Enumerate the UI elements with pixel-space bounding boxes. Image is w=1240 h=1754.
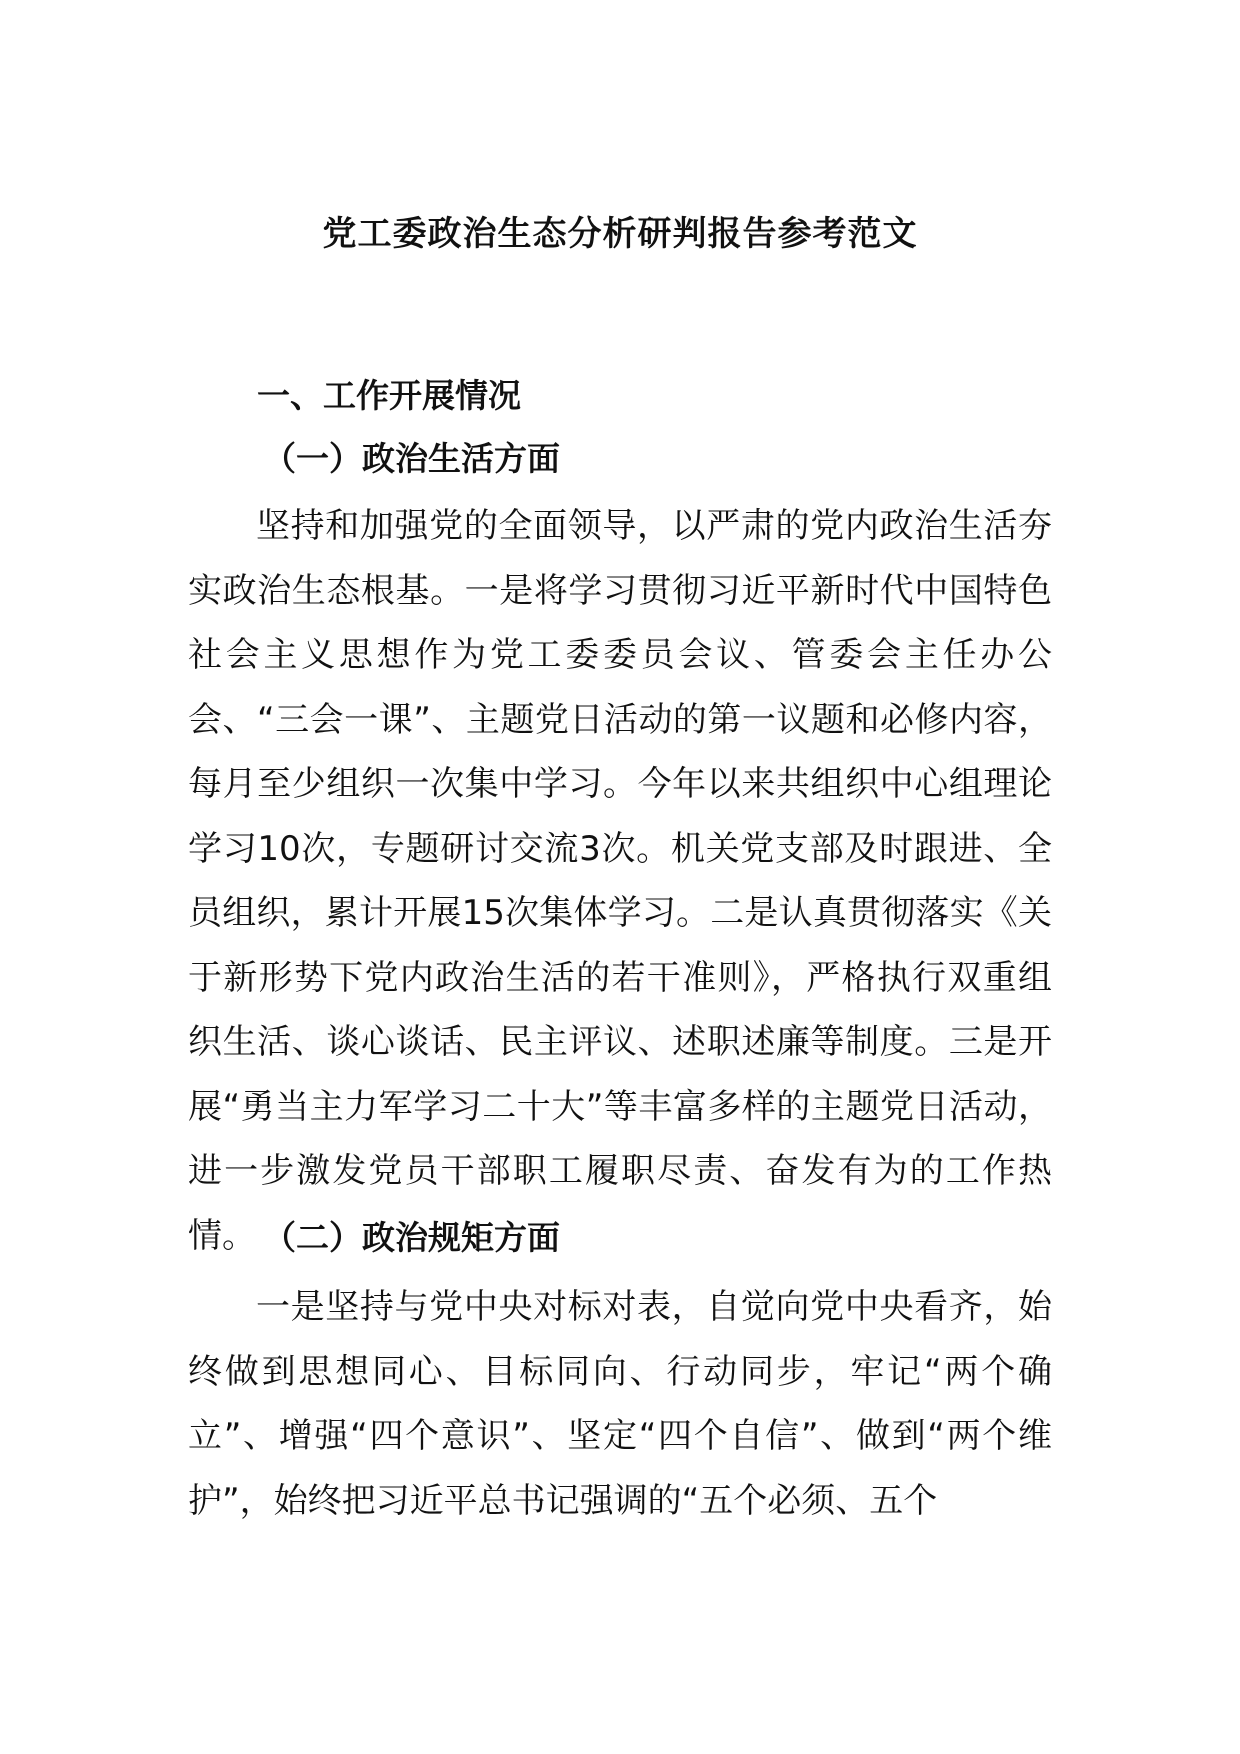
paragraph-political-rules: 一是坚持与党中央对标对表，自觉向党中央看齐，始终做到思想同心、目标同向、行动同步，牢记“两个确立”、增强“四个意识”、坚定“四个自信”、做到“两个维护”，始终把习近平总书记强调的“五个必须、五个: [188, 1287, 1052, 1521]
paragraph-political-life: 坚持和加强党的全面领导，以严肃的党内政治生活夯实政治生态根基。一是将学习贯彻习近平新时代中国特色社会主义思想作为党工委委员会议、管委会主任办公会、“三会一课”、主题党日活动的第一议题和必修内容，每月至少组织一次集中学习。今年以来共组织中心组理论学习10次，专题研讨交流3次。机关党支部及时跟进、全员组织，累计开展15次集体学习。二是认真贯彻落实《关于新形势下党内政治生活的若干准则》，严格执行双重组织生活、谈心谈话、民主评议、述职述廉等制度。三是开展“勇当主力军学习二十大”等丰富多样的主题党日活动，进一步激发党员干部职工履职尽责、奋发有为的工作热情。: [188, 506, 1052, 1256]
subsection-heading-political-rules: （二）政治规矩方面: [263, 1218, 560, 1257]
document-title: 党工委政治生态分析研判报告参考范文: [322, 214, 918, 254]
subsection-heading-political-life: （一）政治生活方面: [263, 439, 560, 478]
section-heading-work-progress: 一、工作开展情况: [257, 376, 521, 415]
